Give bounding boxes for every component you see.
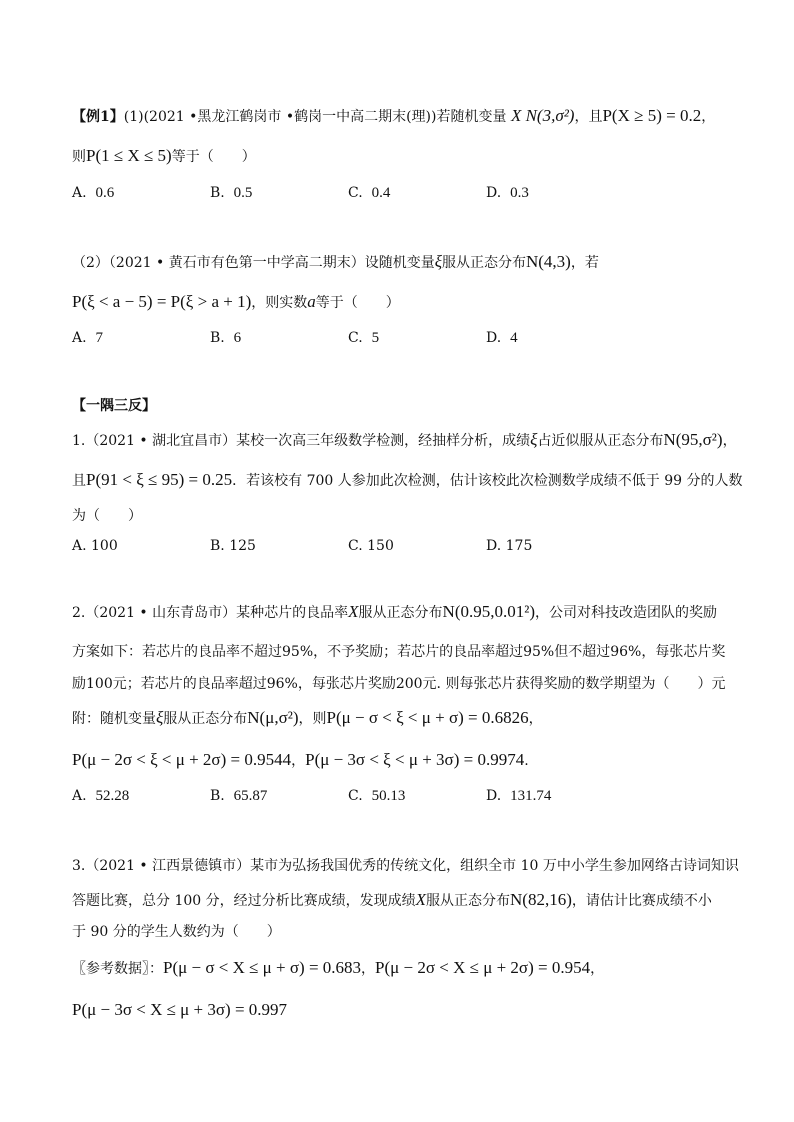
ex1-part1-l2-text: 则 xyxy=(72,149,86,165)
q2-l5-math1: P(μ − 2σ < ξ < μ + 2σ) = 0.9544 xyxy=(72,750,292,769)
q1-math-xi: ξ xyxy=(530,430,538,449)
q2-l5-math2: P(μ − 3σ < ξ < μ + 3σ) = 0.9974 xyxy=(305,750,525,769)
q2-l5-text: ， xyxy=(291,753,306,769)
q3-l2-text: 答题比赛，总分 100 分，经过分析比赛成绩，发现成绩 xyxy=(72,893,416,909)
option-d: D. 131.74 xyxy=(486,788,552,804)
option-d: D. 4 xyxy=(486,330,518,346)
q3-l2-math-dist: N(82,16) xyxy=(510,890,572,909)
option-c: C. 0.4 xyxy=(348,185,391,201)
q3-l2-text-c: ，请估计比赛成绩不小 xyxy=(571,893,712,909)
option-a: A. 100 xyxy=(72,538,118,554)
ex1-part1-l2-text-b: 等于（ ） xyxy=(171,149,256,165)
q2-math-x: X xyxy=(348,602,359,621)
q1-line1 xyxy=(72,430,737,451)
q3-l4-math1: P(μ − σ < X ≤ μ + σ) = 0.683 xyxy=(163,958,362,977)
q2-line4 xyxy=(72,708,543,729)
q2-l4-text: 附：随机变量 xyxy=(72,711,156,727)
ex1-part2-line1 xyxy=(72,252,599,273)
option-a: A. 7 xyxy=(72,330,103,346)
q2-l4-text-d: ， xyxy=(528,711,543,727)
q1-l2-text-b: ．若该校有 700 人参加此次检测，估计该校此次检测数学成绩不低于 99 分的人数 xyxy=(232,473,743,489)
q3-l5-math: P(μ − 3σ < X ≤ μ + 3σ) = 0.997 xyxy=(72,1000,288,1019)
q2-line2: 方案如下：若芯片的良品率不超过95%，不予奖励；若芯片的良品率超过95%但不超过96%，每张芯片奖 xyxy=(72,644,726,660)
q2-l4-math-prob: P(μ − σ < ξ < μ + σ) = 0.6826 xyxy=(326,708,529,727)
ex1-part1-line2 xyxy=(72,146,256,167)
section-title: 【一隅三反】 xyxy=(72,398,156,414)
q3-line1: 3.（2021 • 江西景德镇市）某市为弘扬我国优秀的传统文化，组织全市 10 万中小学生参加网络古诗词知识 xyxy=(72,858,739,874)
option-a: A. 0.6 xyxy=(72,185,115,201)
q2-line3: 励100元；若芯片的良品率超过96%，每张芯片奖励200元. 则每张芯片获得奖励的数学期望为（ ）元 xyxy=(72,676,726,692)
q2-text: 2.（2021 • 山东青岛市）某种芯片的良品率 xyxy=(72,605,349,621)
q2-l4-text-b: 服从正态分布 xyxy=(163,711,248,727)
option-c: C. 50.13 xyxy=(348,788,406,804)
q2-math-dist: N(0.95,0.01²) xyxy=(442,602,535,621)
q2-line1 xyxy=(72,602,717,623)
ex1-part2-line2 xyxy=(72,292,400,313)
ex1-part2-math-xi: ξ xyxy=(434,252,442,271)
option-c: C. 150 xyxy=(348,538,394,554)
q1-l2-math: P(91 < ξ ≤ 95) = 0.25 xyxy=(86,470,233,489)
q2-text-c: ，公司对科技改造团队的奖励 xyxy=(535,605,717,621)
ex1-part2-l2-math-a: a xyxy=(307,292,316,311)
ex1-part2-text: （2）（2021 • 黄石市有色第一中学高二期末）设随机变量 xyxy=(72,255,435,271)
q3-line4 xyxy=(72,958,604,979)
option-c: C. 5 xyxy=(348,330,380,346)
example-tag: 【例1】 xyxy=(72,109,124,125)
q2-line5 xyxy=(72,750,529,771)
q2-l5-text-b: . xyxy=(524,753,529,769)
q3-l4-text-c: ， xyxy=(590,961,605,977)
q1-text-b: 占近似服从正态分布 xyxy=(537,433,664,449)
q3-line2 xyxy=(72,890,712,911)
q3-l4-text: 〖参考数据〗： xyxy=(72,961,163,977)
option-b: B. 125 xyxy=(210,538,256,554)
q1-text-c: ， xyxy=(722,433,737,449)
ex1-part1-text-c: ， xyxy=(701,109,716,125)
q1-line3: 为（ ） xyxy=(72,508,142,524)
q3-l2-math-x: X xyxy=(415,890,427,909)
q2-l4-math-xi: ξ xyxy=(156,708,164,727)
q1-math-dist: N(95,σ²) xyxy=(663,430,723,449)
q2-l4-math-dist: N(μ,σ²) xyxy=(247,708,299,727)
option-b: B. 0.5 xyxy=(210,185,253,201)
q3-l4-math2: P(μ − 2σ < X ≤ μ + 2σ) = 0.954 xyxy=(375,958,591,977)
ex1-part1-text-b: ，且 xyxy=(574,109,603,125)
q3-l4-text-b: ， xyxy=(361,961,376,977)
ex1-part2-l2-text-b: 等于（ ） xyxy=(315,295,400,311)
ex1-part1-line1 xyxy=(72,106,715,127)
ex1-part2-l2-math: P(ξ < a − 5) = P(ξ > a + 1) xyxy=(72,292,252,311)
option-d: D. 175 xyxy=(486,538,533,554)
option-a: A. 52.28 xyxy=(72,788,130,804)
ex1-part1-l2-math: P(1 ≤ X ≤ 5) xyxy=(86,146,172,165)
q3-l2-text-b: 服从正态分布 xyxy=(426,893,511,909)
q3-line3: 于 90 分的学生人数约为（ ） xyxy=(72,924,281,940)
ex1-part2-math-dist: N(4,3) xyxy=(525,252,571,271)
ex1-part1-math-dist: X N(3,σ²) xyxy=(510,106,575,125)
option-d: D. 0.3 xyxy=(486,185,529,201)
q2-l4-text-c: ，则 xyxy=(298,711,327,727)
ex1-part2-text-b: 服从正态分布 xyxy=(441,255,526,271)
ex1-part1-text: (1)(2021 •黑龙江鹤岗市 •鹤岗一中高二期末(理))若随机变量 xyxy=(123,109,507,125)
q3-line5 xyxy=(72,1000,287,1021)
q1-line2 xyxy=(72,470,742,491)
ex1-part2-text-c: ，若 xyxy=(570,255,599,271)
q2-text-b: 服从正态分布 xyxy=(358,605,443,621)
q1-text: 1.（2021 • 湖北宜昌市）某校一次高三年级数学检测，经抽样分析，成绩 xyxy=(72,433,531,449)
option-b: B. 65.87 xyxy=(210,788,268,804)
ex1-part2-l2-text: ，则实数 xyxy=(251,295,308,311)
ex1-part1-math-prob: P(X ≥ 5) = 0.2 xyxy=(602,106,702,125)
option-b: B. 6 xyxy=(210,330,242,346)
q1-l2-text: 且 xyxy=(72,473,86,489)
